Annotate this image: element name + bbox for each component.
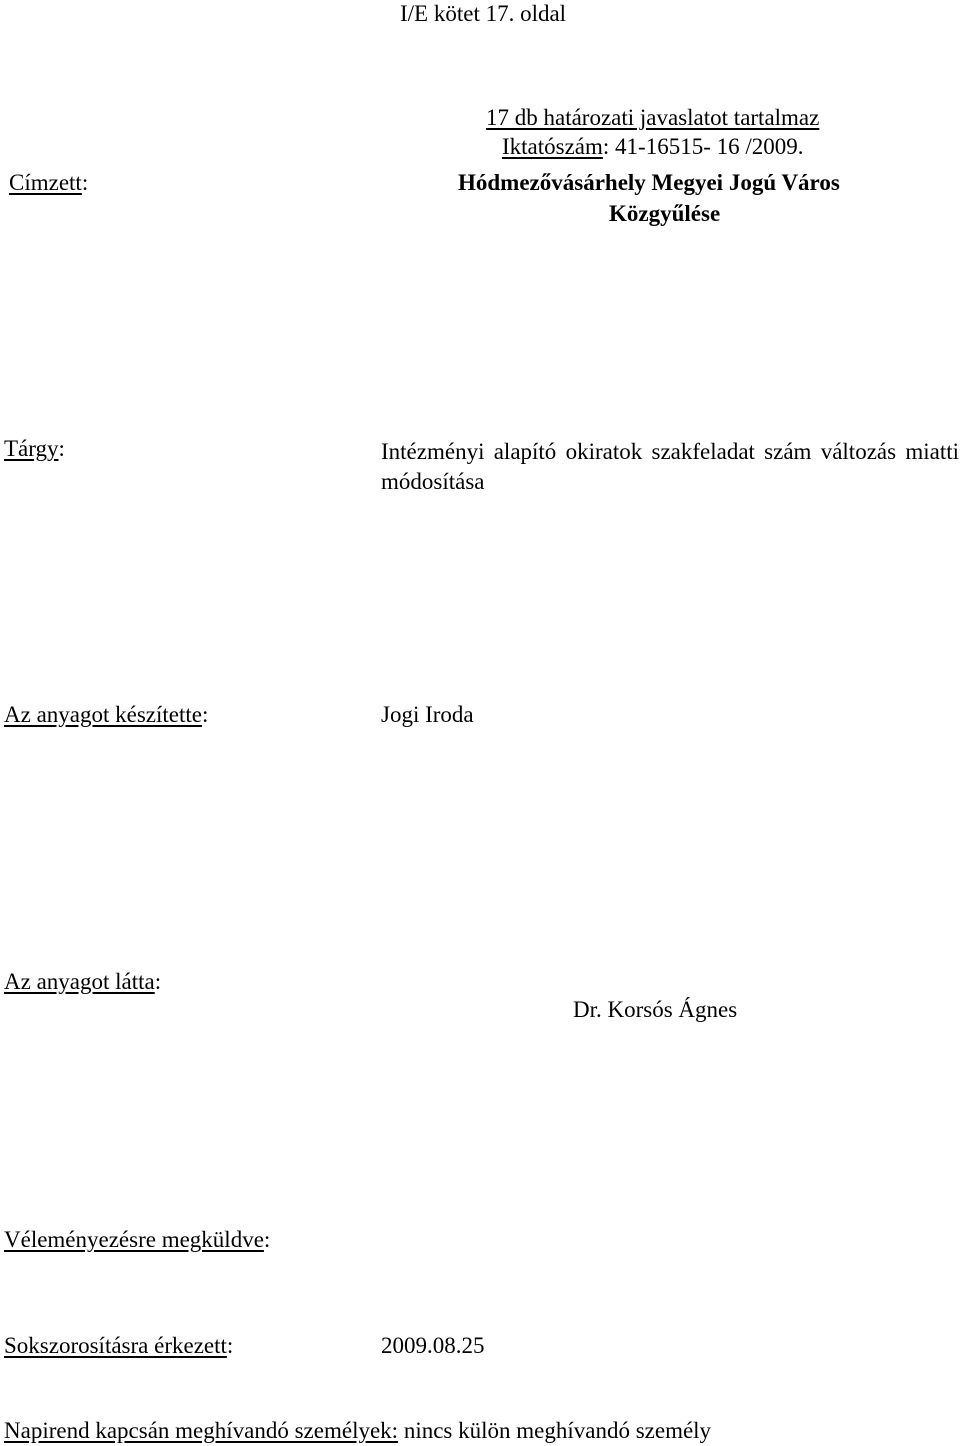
recipient-label (9, 171, 88, 194)
recipient-label-text: Címzett (9, 170, 82, 195)
recipient-value-line2: Közgyűlése (609, 201, 721, 226)
copy-label-suffix: : (226, 1333, 234, 1358)
page-reference: I/E kötet 17. oldal (400, 1, 567, 26)
reviewed-by-label (4, 970, 161, 993)
registration-label: Iktatószám (502, 134, 603, 159)
subject-label-suffix: : (58, 436, 65, 461)
recipient-value-line1: Hódmezővásárhely Megyei Jogú Város (458, 170, 840, 195)
invitees-label: Napirend kapcsán meghívandó személyek: (4, 1418, 399, 1443)
proposal-count: 17 db határozati javaslatot tartalmaz (486, 105, 820, 130)
copy-date: 2009.08.25 (381, 1333, 485, 1358)
prepared-by-label (4, 703, 208, 726)
recipient-label-suffix: : (81, 170, 89, 195)
copy-label-text: Sokszorosításra érkezett (4, 1333, 227, 1358)
reviewed-by-label-text: Az anyagot látta (4, 969, 155, 994)
reviewed-by-value: Dr. Korsós Ágnes (573, 997, 738, 1022)
subject-label-text: Tárgy (4, 436, 59, 461)
prepared-by-label-text: Az anyagot készítette (4, 702, 202, 727)
reviewed-by-label-suffix: : (154, 969, 162, 994)
registration-number (502, 135, 804, 158)
subject-value: Intézményi alapító okiratok szakfeladat szám változás miatti módosítása (381, 439, 959, 494)
invitees-value: nincs külön meghívandó személy (398, 1418, 712, 1443)
copy-label (4, 1334, 233, 1357)
opinion-label (4, 1228, 270, 1251)
registration-value: : 41-16515- 16 /2009. (602, 134, 804, 159)
subject-label (4, 437, 65, 460)
invitees-line (4, 1419, 711, 1442)
prepared-by-value: Jogi Iroda (381, 702, 474, 727)
opinion-label-suffix: : (263, 1227, 271, 1252)
prepared-by-label-suffix: : (201, 702, 209, 727)
opinion-label-text: Véleményezésre megküldve (4, 1227, 264, 1252)
